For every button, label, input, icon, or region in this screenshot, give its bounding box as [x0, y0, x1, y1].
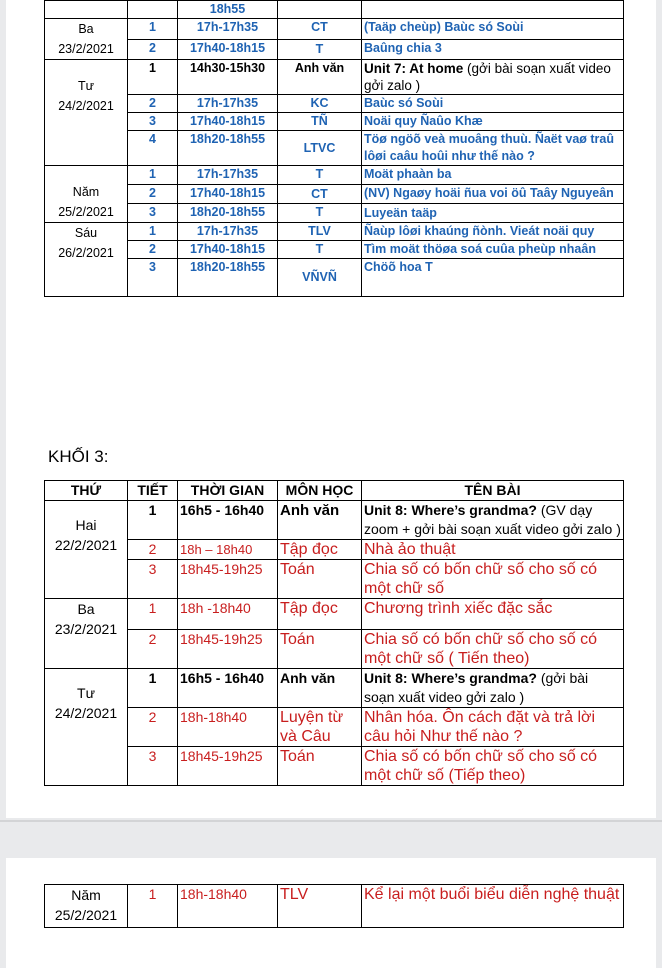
- subject-cell: Toán: [278, 560, 362, 599]
- subject-cell: Anh văn: [278, 669, 362, 708]
- table-row: [45, 599, 624, 630]
- period-cell: 1: [128, 166, 178, 185]
- day-name: Năm: [72, 185, 100, 199]
- period-cell: 1: [128, 60, 178, 95]
- table-row: [45, 708, 624, 747]
- continued-schedule-table: [44, 884, 624, 928]
- lesson-title: Unit 7: At home: [364, 61, 464, 76]
- time-cell: 17h-17h35: [178, 95, 278, 113]
- day-cell: [45, 885, 128, 928]
- table-row: [45, 19, 624, 40]
- header-subject: MÔN HỌC: [278, 481, 362, 501]
- table-row: [45, 540, 624, 560]
- day-cell: [45, 60, 128, 166]
- time-cell: 18h-18h40: [178, 885, 278, 928]
- time-cell: 17h40-18h15: [178, 113, 278, 131]
- subject-cell: TÑ: [278, 113, 362, 131]
- table-row: [45, 95, 624, 113]
- lesson-cell: (Taäp cheùp) Baùc só Soùi: [362, 19, 624, 40]
- period-cell: 1: [128, 669, 178, 708]
- table-row: [45, 259, 624, 297]
- lesson-cell: Chương trình xiếc đặc sắc: [362, 599, 624, 630]
- table-row: [45, 241, 624, 259]
- header-period: TIẾT: [128, 481, 178, 501]
- subject-cell: TLV: [278, 885, 362, 928]
- table-row: [45, 747, 624, 786]
- subject-cell: CT: [278, 19, 362, 40]
- subject-cell: VÑVÑ: [278, 259, 362, 297]
- subject-cell: LTVC: [278, 131, 362, 166]
- day-name: Hai: [75, 517, 97, 533]
- time-cell: 18h-18h40: [178, 708, 278, 747]
- time-cell: 18h45-19h25: [178, 630, 278, 669]
- lesson-cell: Nhân hóa. Ôn cách đặt và trả lời câu hỏi Như thế nào ?: [362, 708, 624, 747]
- lesson-note: (gởi bài soạn xuất video gởi zalo ): [364, 61, 611, 93]
- lesson-cell: Kể lại một buổi biểu diễn nghệ thuật: [362, 885, 624, 928]
- lesson-title: Unit 8: Where’s grandma?: [364, 670, 537, 686]
- lesson-cell: Nhà ảo thuật: [362, 540, 624, 560]
- period-cell: 3: [128, 747, 178, 786]
- subject-cell: [278, 1, 362, 19]
- header-lesson: TÊN BÀI: [362, 481, 624, 501]
- time-cell: 18h20-18h55: [178, 259, 278, 297]
- day-cell: [45, 669, 128, 786]
- table-row: [45, 1, 624, 19]
- table-row: [45, 60, 624, 95]
- time-cell: 16h5 - 16h40: [178, 669, 278, 708]
- subject-cell: Toán: [278, 630, 362, 669]
- lesson-cell: [362, 60, 624, 95]
- day-cell: [45, 166, 128, 223]
- lesson-cell: Moät phaàn ba: [362, 166, 624, 185]
- day-cell: [45, 19, 128, 60]
- table-row: [45, 185, 624, 204]
- page-divider: [0, 820, 662, 822]
- subject-cell: TLV: [278, 223, 362, 241]
- time-cell: 14h30-15h30: [178, 60, 278, 95]
- page-two: [6, 858, 656, 968]
- day-date: 22/2/2021: [54, 537, 118, 553]
- table-row: [45, 166, 624, 185]
- time-cell: 17h40-18h15: [178, 39, 278, 60]
- time-cell: 18h55: [178, 1, 278, 19]
- lesson-cell: Baùc só Soùi: [362, 95, 624, 113]
- period-cell: 2: [128, 540, 178, 560]
- time-cell: 18h20-18h55: [178, 204, 278, 223]
- lesson-note: (gởi bài soạn xuất video gởi zalo ): [364, 670, 589, 705]
- day-date: 24/2/2021: [54, 705, 118, 721]
- subject-cell: Luyện từ và Câu: [278, 708, 362, 747]
- day-date: 24/2/2021: [58, 99, 114, 113]
- period-cell: 3: [128, 204, 178, 223]
- period-cell: 2: [128, 95, 178, 113]
- lesson-cell: Chia số có bốn chữ số cho số có một chữ số: [362, 560, 624, 599]
- grade-4-schedule-table: [44, 0, 624, 297]
- period-cell: 1: [128, 19, 178, 40]
- period-cell: 2: [128, 241, 178, 259]
- period-cell: 3: [128, 560, 178, 599]
- time-cell: 17h40-18h15: [178, 185, 278, 204]
- day-name: Ba: [78, 22, 94, 36]
- lesson-cell: Chia số có bốn chữ số cho số có một chữ số ( Tiến theo): [362, 630, 624, 669]
- time-cell: 17h-17h35: [178, 223, 278, 241]
- day-cell: [45, 1, 128, 19]
- subject-cell: Tập đọc: [278, 599, 362, 630]
- lesson-cell: Ñaùp lôøi khaúng ñònh. Vieát noäi quy: [362, 223, 624, 241]
- time-cell: 18h20-18h55: [178, 131, 278, 166]
- table-row: [45, 669, 624, 708]
- table-row: [45, 501, 624, 540]
- lesson-cell: Chia số có bốn chữ số cho số có một chữ số (Tiếp theo): [362, 747, 624, 786]
- day-date: 25/2/2021: [58, 205, 114, 219]
- time-cell: 17h-17h35: [178, 166, 278, 185]
- time-cell: 16h5 - 16h40: [178, 501, 278, 540]
- lesson-title: Unit 8: Where’s grandma?: [364, 502, 537, 518]
- time-cell: 17h40-18h15: [178, 241, 278, 259]
- period-cell: 1: [128, 501, 178, 540]
- day-name: Tư: [77, 685, 95, 701]
- subject-cell: Anh văn: [278, 60, 362, 95]
- time-cell: 18h -18h40: [178, 599, 278, 630]
- period-cell: 2: [128, 185, 178, 204]
- day-date: 23/2/2021: [54, 621, 118, 637]
- subject-cell: Tập đọc: [278, 540, 362, 560]
- lesson-cell: (NV) Ngaøy hoäi ñua voi öû Taây Nguyeân: [362, 185, 624, 204]
- subject-cell: T: [278, 241, 362, 259]
- table-row: [45, 39, 624, 60]
- subject-cell: CT: [278, 185, 362, 204]
- subject-cell: Anh văn: [278, 501, 362, 540]
- subject-cell: T: [278, 204, 362, 223]
- header-day: THỨ: [45, 481, 128, 501]
- table-row: [45, 131, 624, 166]
- period-cell: 3: [128, 113, 178, 131]
- section-heading: KHỐI 3:: [48, 447, 109, 466]
- header-time: THỜI GIAN: [178, 481, 278, 501]
- time-cell: 18h – 18h40: [178, 540, 278, 560]
- day-date: 25/2/2021: [54, 907, 118, 923]
- day-date: 23/2/2021: [58, 42, 114, 56]
- lesson-cell: Baûng chia 3: [362, 39, 624, 60]
- day-cell: [45, 599, 128, 669]
- day-cell: [45, 223, 128, 297]
- period-cell: 1: [128, 223, 178, 241]
- day-name: Ba: [77, 601, 95, 617]
- table-row: [45, 223, 624, 241]
- period-cell: 2: [128, 630, 178, 669]
- time-cell: 17h-17h35: [178, 19, 278, 40]
- lesson-cell: Chöõ hoa T: [362, 259, 624, 297]
- day-name: Sáu: [74, 226, 98, 240]
- time-cell: 18h45-19h25: [178, 747, 278, 786]
- subject-cell: T: [278, 166, 362, 185]
- lesson-cell: [362, 669, 624, 708]
- table-row: [45, 885, 624, 928]
- table-row: [45, 560, 624, 599]
- period-cell: 4: [128, 131, 178, 166]
- time-cell: 18h45-19h25: [178, 560, 278, 599]
- lesson-cell: Luyeän taäp: [362, 204, 624, 223]
- period-cell: 3: [128, 259, 178, 297]
- day-name: Năm: [71, 887, 101, 903]
- subject-cell: KC: [278, 95, 362, 113]
- period-cell: 2: [128, 708, 178, 747]
- table-row: [45, 630, 624, 669]
- table-row: [45, 204, 624, 223]
- table-row: [45, 113, 624, 131]
- period-cell: 1: [128, 599, 178, 630]
- table-header-row: [45, 481, 624, 501]
- lesson-cell: Tìm moät thöøa soá cuûa pheùp nhaân: [362, 241, 624, 259]
- lesson-note: (GV dạy zoom + gởi bài soạn xuất video gởi zalo ): [364, 502, 621, 537]
- lesson-cell: Noäi quy Ñaûo Khæ: [362, 113, 624, 131]
- day-cell: [45, 501, 128, 599]
- day-name: Tư: [77, 79, 94, 93]
- grade-3-schedule-table: [44, 480, 624, 786]
- lesson-cell: Töø ngöõ veà muoâng thuù. Ñaët vaø traû lôøi caâu hoûi như thế nào ?: [362, 131, 624, 166]
- subject-cell: Toán: [278, 747, 362, 786]
- day-date: 26/2/2021: [58, 246, 114, 260]
- subject-cell: T: [278, 39, 362, 60]
- lesson-cell: [362, 501, 624, 540]
- lesson-cell: [362, 1, 624, 19]
- page-one: [6, 0, 656, 818]
- period-cell: [128, 1, 178, 19]
- period-cell: 2: [128, 39, 178, 60]
- period-cell: 1: [128, 885, 178, 928]
